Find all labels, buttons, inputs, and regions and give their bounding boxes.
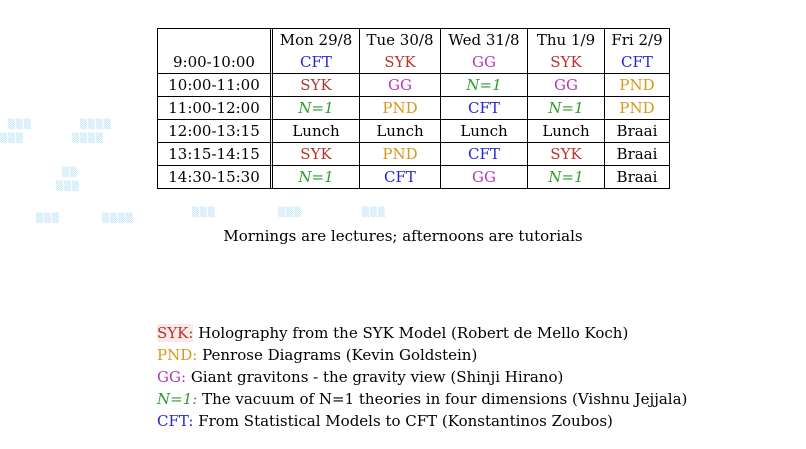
watermark-fragment: ▒▒▒ <box>56 182 80 192</box>
session-cell: PND <box>360 97 441 120</box>
session-cell: Braai <box>616 168 658 186</box>
legend-entry <box>157 410 687 432</box>
session-cell: GG <box>528 74 605 97</box>
table-row <box>158 97 669 120</box>
session-cell: CFT <box>273 51 360 74</box>
corner-cell <box>158 29 273 51</box>
session-cell: Lunch <box>441 120 528 143</box>
watermark-fragment: ▒▒▒ <box>36 214 60 224</box>
session-cell: GG <box>360 74 441 97</box>
legend-description: Giant gravitons - the gravity view (Shinji Hirano) <box>190 368 564 386</box>
session-cell: N=1 <box>528 166 605 188</box>
legend-abbreviation: SYK: <box>157 324 194 342</box>
session-cell: CFT <box>441 97 528 120</box>
session-cell: CFT <box>441 143 528 166</box>
time-slot-cell: 11:00-12:00 <box>158 97 273 120</box>
day-header-tue: Tue 30/8 <box>360 29 441 51</box>
time-slot-cell: 12:00-13:15 <box>158 120 273 143</box>
watermark-fragment: ▒▒▒▒ <box>80 120 112 130</box>
legend-abbreviation: N=1: <box>157 390 198 408</box>
session-cell: SYK <box>273 74 360 97</box>
session-cell: SYK <box>360 51 441 74</box>
session-cell: SYK <box>273 143 360 166</box>
day-header-thu: Thu 1/9 <box>528 29 605 51</box>
session-cell: SYK <box>528 143 605 166</box>
session-cell: Braai <box>605 143 669 166</box>
watermark-fragment: ▒▒▒ <box>192 208 216 218</box>
legend-entry <box>157 322 687 344</box>
legend-abbreviation: PND: <box>157 346 198 364</box>
legend-description: Holography from the SYK Model (Robert de Mello Koch) <box>198 324 629 342</box>
legend-description: Penrose Diagrams (Kevin Goldstein) <box>202 346 478 364</box>
legend-description: From Statistical Models to CFT (Konstantinos Zoubos) <box>198 412 613 430</box>
day-header-fri: Fri 2/9 <box>611 31 663 49</box>
session-cell: PND <box>605 97 669 120</box>
time-slot-cell: 13:15-14:15 <box>158 143 273 166</box>
session-cell: Lunch <box>360 120 441 143</box>
table-row <box>158 120 669 143</box>
header-row <box>158 29 669 51</box>
session-cell: CFT <box>605 51 669 74</box>
legend-description: The vacuum of N=1 theories in four dimensions (Vishnu Jejjala) <box>202 390 688 408</box>
session-cell: N=1 <box>441 74 528 97</box>
day-header-mon: Mon 29/8 <box>273 29 360 51</box>
session-cell: N=1 <box>273 97 360 120</box>
legend-abbreviation: CFT: <box>157 412 194 430</box>
watermark-fragment: ▒▒▒▒ <box>72 134 104 144</box>
day-header-wed: Wed 31/8 <box>441 29 528 51</box>
session-cell: CFT <box>360 166 441 188</box>
session-cell: GG <box>441 51 528 74</box>
session-cell: SYK <box>528 51 605 74</box>
schedule-table <box>157 28 670 189</box>
table-row <box>158 74 669 97</box>
session-cell: GG <box>441 166 528 188</box>
time-slot-cell: 14:30-15:30 <box>158 166 273 188</box>
session-cell: Lunch <box>273 120 360 143</box>
schedule-body <box>158 51 669 188</box>
table-row <box>158 143 669 166</box>
time-slot-cell: 9:00-10:00 <box>158 51 273 74</box>
legend-entry <box>157 388 687 410</box>
watermark-fragment: ▒▒▒ <box>8 120 32 130</box>
session-cell: PND <box>605 74 669 97</box>
watermark-fragment: ▒▒ <box>62 168 78 178</box>
legend <box>157 322 687 432</box>
table-row <box>158 166 669 188</box>
session-cell: Lunch <box>528 120 605 143</box>
session-cell: N=1 <box>528 97 605 120</box>
schedule-caption: Mornings are lectures; afternoons are tutorials <box>223 227 583 245</box>
legend-abbreviation: GG: <box>157 368 187 386</box>
watermark-fragment: ▒▒▒ <box>0 134 24 144</box>
session-cell: PND <box>360 143 441 166</box>
watermark-fragment: ▒▒▒▒ <box>102 214 134 224</box>
time-slot-cell: 10:00-11:00 <box>158 74 273 97</box>
session-cell: N=1 <box>273 166 360 188</box>
legend-entry <box>157 344 687 366</box>
watermark-fragment: ▒▒▒ <box>362 208 386 218</box>
legend-entry <box>157 366 687 388</box>
session-cell: Braai <box>605 120 669 143</box>
watermark-fragment: ▒▒▒ <box>278 208 302 218</box>
table-row <box>158 51 669 74</box>
